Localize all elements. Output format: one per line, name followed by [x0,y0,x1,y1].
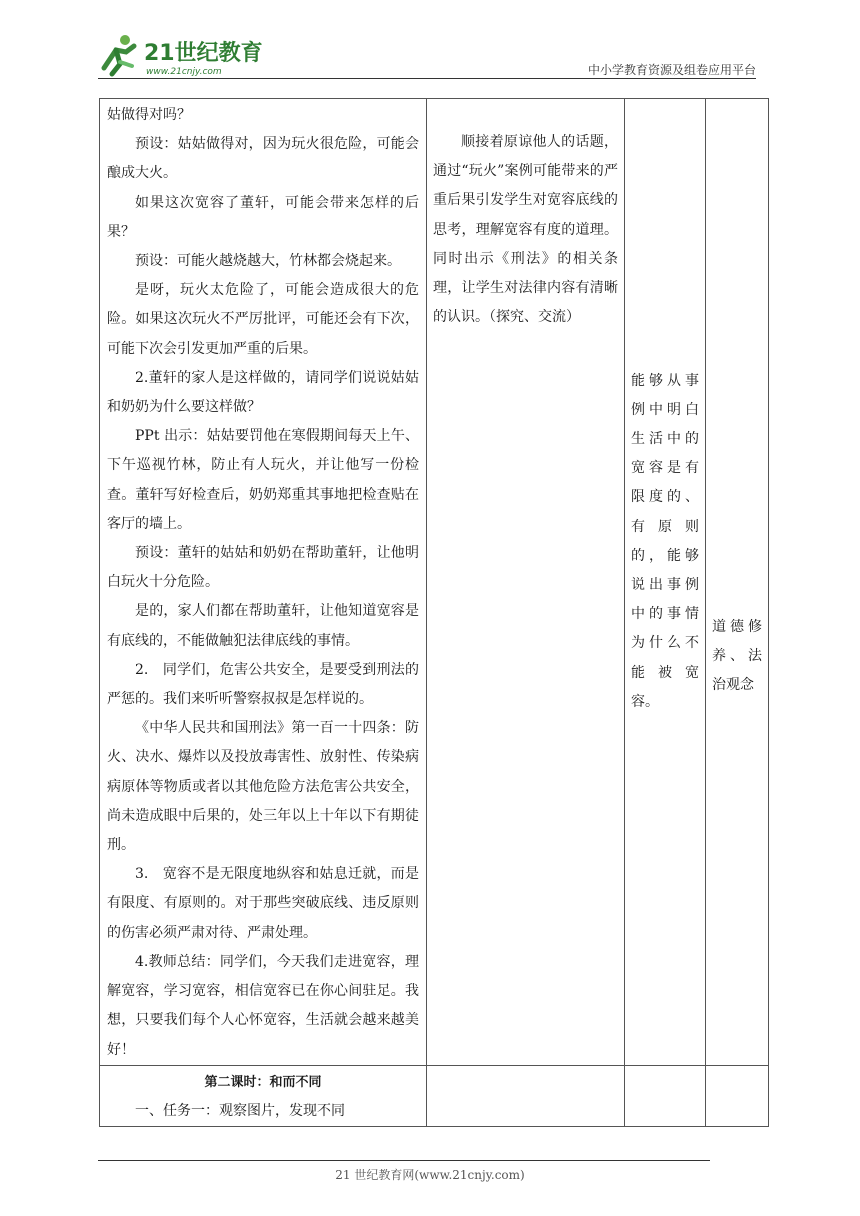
empty-cell [625,1065,706,1126]
footer-text: 21 世纪教育网(www.21cnjy.com) [335,1168,525,1182]
header-divider [98,78,756,79]
lesson-plan-table [99,98,769,1127]
evaluation-text: 能够从事例中明白生活中的宽容是有限度的、有原则的，能够说出事例中的事情为什么不能被宽容。 [631,372,699,710]
lesson-title: 第二课时：和而不同 [204,1074,322,1090]
paragraph: 3. 宽容不是无限度地纵容和姑息迁就，而是有限度、有原则的。对于那些突破底线、违反原则的伤害必须严肃对待、严肃处理。 [107,866,419,941]
evaluation-cell [625,99,706,1066]
table-row [100,99,769,1066]
competency-cell [706,99,769,1066]
paragraph: 预设：董轩的姑姑和奶奶在帮助董轩，让他明白玩火十分危险。 [107,545,419,591]
paragraph: 姑做得对吗？ [107,107,191,123]
footer-divider [98,1160,710,1161]
design-intent-cell [427,99,625,1066]
paragraph: 如果这次宽容了董轩，可能会带来怎样的后果？ [107,194,419,240]
design-intent-text: 顺接着原谅他人的话题，通过“玩火”案例可能带来的严重后果引发学生对宽容底线的思考，理解宽容有度的道理。同时出示《刑法》的相关条理，让学生对法律内容有清晰的认识。（探究、交流） [433,134,618,326]
site-logo [98,32,263,80]
table-row [100,1065,769,1126]
teaching-process-cell [100,99,427,1066]
paragraph: 是呀，玩火太危险了，可能会造成很大的危险。如果这次玩火不严厉批评，可能还会有下次，可能下次会引发更加严重的后果。 [107,282,419,357]
paragraph: 是的，家人们都在帮助董轩，让他知道宽容是有底线的，不能做触犯法律底线的事情。 [107,603,419,649]
paragraph: 预设：可能火越烧越大，竹林都会烧起来。 [135,253,401,270]
teaching-process-cell [100,1065,427,1126]
paragraph: 预设：姑姑做得对，因为玩火很危险，可能会酿成大火。 [107,136,419,182]
paragraph: 4.教师总结：同学们，今天我们走进宽容，理解宽容，学习宽容，相信宽容已在你心间驻足。我想，只要我们每个人心怀宽容，生活就会越来越美好！ [107,953,419,1058]
paragraph: 2. 同学们，危害公共安全，是要受到刑法的严惩的。我们来听听警察叔叔是怎样说的。 [107,661,419,708]
empty-cell [706,1065,769,1126]
competency-text: 道德修养、法治观念 [712,619,762,694]
task-heading: 一、任务一：观察图片，发现不同 [135,1102,345,1119]
logo-text: 21世纪教育 [144,41,263,66]
platform-name: 中小学教育资源及组卷应用平台 [587,63,756,77]
paragraph: 2.董轩的家人是这样做的，请同学们说说姑姑和奶奶为什么要这样做？ [107,369,419,416]
paragraph: PPt 出示：姑姑要罚他在寒假期间每天上午、下午巡视竹林，防止有人玩火，并让他写一份检查。董轩写好检查后，奶奶郑重其事地把检查贴在客厅的墙上。 [107,428,419,532]
paragraph: 《中华人民共和国刑法》第一百一十四条：防火、决水、爆炸以及投放毒害性、放射性、传染病病原体等物质或者以其他危险方法危害公共安全，尚未造成眼中后果的，处三年以上十年以下有期徒刑。 [107,720,419,854]
empty-cell [427,1065,625,1126]
logo-url: www.21cnjy.com [146,67,222,77]
